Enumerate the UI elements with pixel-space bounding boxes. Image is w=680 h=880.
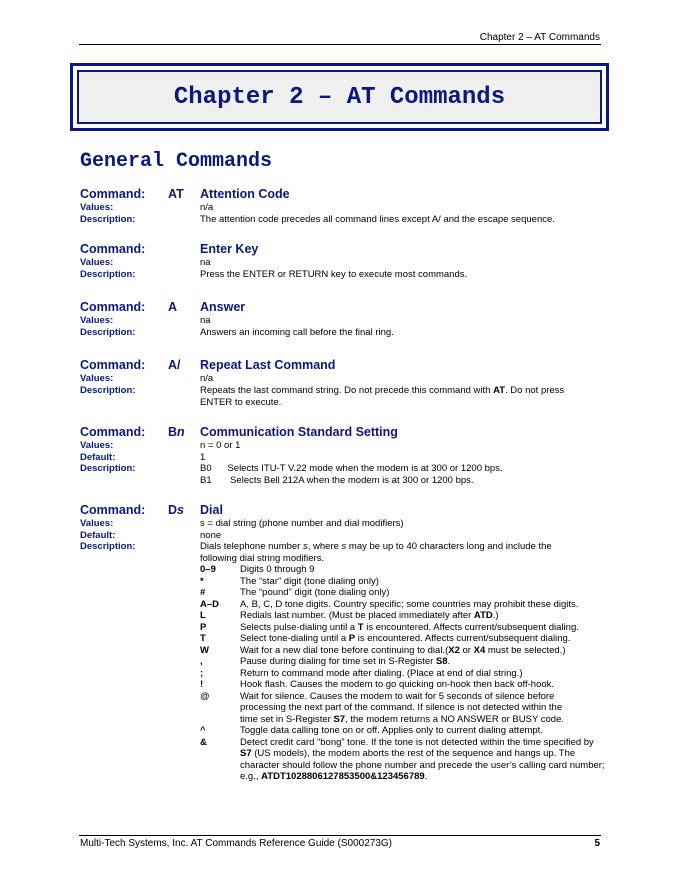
modifier-text: The “pound” digit (tone dialing only): [240, 587, 390, 598]
modifier-text: [240, 645, 605, 657]
modifier-text: [240, 656, 605, 668]
modifier-text-part: .: [424, 771, 428, 782]
command-name: Repeat Last Command: [200, 358, 336, 372]
values-label: Values:: [80, 257, 114, 268]
command-name: Dial: [200, 503, 223, 517]
modifier-item: [200, 679, 605, 691]
modifier-text: [240, 633, 605, 645]
modifier-text: [240, 691, 572, 726]
values-text: n = 0 or 1: [200, 440, 241, 451]
modifier-item: [200, 587, 605, 599]
running-header: Chapter 2 – AT Commands: [479, 32, 600, 43]
modifier-text: A, B, C, D tone digits. Country specific; some countries may prohibit these digits.: [240, 598, 579, 610]
values-text: na: [200, 315, 211, 326]
command-code-part: D: [168, 503, 178, 517]
description-label: Description:: [80, 269, 136, 280]
default-text: none: [200, 530, 222, 541]
modifier-key: *: [200, 575, 204, 587]
modifier-text-part: must be selected.): [485, 644, 566, 656]
description-part: may be up to 40 characters long and include the following dial string modifiers.: [200, 541, 552, 564]
values-label: Values:: [80, 440, 114, 451]
footer-rule: [79, 835, 601, 836]
description-text: The attention code precedes all command lines except A/ and the escape sequence.: [200, 214, 555, 225]
default-text: 1: [200, 452, 206, 463]
description-label: Description:: [80, 541, 136, 552]
section-title: General Commands: [80, 150, 273, 173]
option-b0: B0 Selects ITU-T V.22 mode when the modem is at 300 or 1200 bps.: [200, 463, 503, 474]
description-text: [200, 541, 580, 564]
modifier-key: L: [200, 610, 206, 621]
description-text: [200, 385, 590, 408]
modifier-text-part: Wait for silence. Causes the modem to wait for 5 seconds of silence before processing the next part of the command. If silence is not detected within the time set in S-Register: [240, 690, 563, 725]
description-label: Description:: [80, 327, 136, 338]
modifier-text-part: is encountered. Affects current/subsequent dialing.: [363, 621, 579, 633]
command-name: Communication Standard Setting: [200, 425, 398, 439]
description-label: Description:: [80, 463, 136, 474]
description-text: Press the ENTER or RETURN key to execute most commands.: [200, 269, 468, 280]
modifier-key: T: [200, 633, 206, 644]
modifier-text-part: or: [459, 644, 474, 656]
modifier-text-part: Selects pulse-dialing until a: [240, 621, 358, 633]
modifier-item: [200, 576, 605, 588]
modifier-text-part: Detect credit card “bong” tone. If the tone is not detected within the time specified by: [240, 736, 594, 748]
footer-text: Multi-Tech Systems, Inc. AT Commands Reference Guide (S000273G): [80, 838, 392, 849]
chapter-title: Chapter 2 – AT Commands: [173, 83, 506, 111]
command-name: Enter Key: [200, 242, 259, 256]
command-label: Command:: [80, 300, 146, 314]
modifier-item: [200, 645, 605, 657]
description-part: , where: [307, 541, 342, 552]
command-label: Command:: [80, 425, 146, 439]
modifier-item: [200, 737, 606, 783]
command-code: A/: [168, 358, 181, 372]
description-part: Repeats the last command string. Do not precede this command with: [200, 385, 494, 396]
modifier-key: W: [200, 644, 209, 656]
modifier-item: [200, 691, 572, 726]
modifier-key: ^: [200, 725, 206, 736]
description-part: Dials telephone number: [200, 541, 303, 552]
modifier-text: Toggle data calling tone on or off. Applies only to current dialing attempt.: [240, 725, 543, 736]
modifier-text-part: is encountered. Affects current/subsequent dialing.: [355, 633, 571, 644]
command-code: [168, 503, 184, 517]
modifier-key: P: [200, 621, 207, 633]
description-label: Description:: [80, 385, 136, 396]
values-text: s = dial string (phone number and dial modifiers): [200, 518, 404, 529]
modifier-item: [200, 633, 605, 645]
modifier-text-bold: T: [357, 621, 364, 633]
modifier-item: [200, 564, 605, 576]
modifier-text-part: Select tone-dialing until a: [240, 633, 349, 644]
modifier-text: [240, 737, 606, 783]
modifier-key: 0–9: [200, 564, 216, 575]
description-param: s: [341, 541, 347, 552]
modifier-text-bold: ATDT1028806127853500&123456789: [261, 771, 425, 782]
values-label: Values:: [80, 518, 114, 529]
modifier-text-part: Redials last number. (Must be placed immediately after: [240, 610, 474, 621]
command-label: Command:: [80, 358, 146, 372]
command-label: Command:: [80, 187, 146, 201]
command-code: A: [168, 300, 178, 314]
modifier-text-bold: S7: [333, 713, 346, 725]
modifier-key: @: [200, 690, 210, 702]
description-label: Description:: [80, 214, 136, 225]
modifier-text-part: .: [447, 656, 451, 667]
modifier-text: Digits 0 through 9: [240, 564, 315, 575]
values-label: Values:: [80, 202, 114, 213]
modifier-key: !: [200, 679, 204, 690]
chapter-banner-inner: [77, 70, 602, 124]
modifier-item: [200, 668, 605, 680]
modifier-item: [200, 656, 605, 668]
values-label: Values:: [80, 315, 114, 326]
modifier-text: [240, 610, 605, 622]
description-text: Answers an incoming call before the final ring.: [200, 327, 394, 338]
modifier-key: ,: [200, 656, 203, 667]
page-number: 5: [594, 838, 600, 849]
command-label: Command:: [80, 242, 146, 256]
modifier-text: Return to command mode after dialing. (Place at end of dial string.): [240, 667, 523, 679]
modifier-text-bold: X2: [448, 644, 460, 656]
command-code-part: B: [168, 425, 178, 439]
default-label: Default:: [80, 452, 116, 463]
description-part: . Do not press ENTER to execute.: [200, 385, 565, 408]
modifier-text-part: (US models), the modem aborts the rest of the sequence and hangs up. The character should follow the phone number and precede the user’s calling card number; e.g.,: [240, 748, 605, 782]
values-label: Values:: [80, 373, 114, 384]
chapter-banner: [70, 63, 609, 131]
modifier-text-part: Wait for a new dial tone before continuing to dial.(: [240, 644, 449, 656]
modifier-text-bold: S8: [435, 656, 448, 667]
modifier-item: [200, 622, 605, 634]
command-name: Attention Code: [200, 187, 290, 201]
modifier-text-bold: P: [348, 633, 356, 644]
modifier-text-part: .): [492, 610, 499, 621]
command-code: [168, 425, 185, 439]
default-label: Default:: [80, 530, 116, 541]
command-label: Command:: [80, 503, 146, 517]
modifier-key: #: [200, 587, 206, 598]
option-b1: B1 Selects Bell 212A when the modem is at 300 or 1200 bps.: [200, 475, 474, 486]
description-param: s: [302, 541, 308, 552]
modifier-key: &: [200, 736, 207, 748]
modifier-key: A–D: [200, 598, 220, 610]
values-text: na: [200, 257, 211, 268]
modifier-text-bold: S7: [240, 748, 252, 759]
modifier-text-part: Pause during dialing for time set in S-Register: [240, 656, 436, 667]
command-name: Answer: [200, 300, 246, 314]
header-rule: [79, 44, 601, 45]
modifier-item: [200, 610, 605, 622]
description-bold: AT: [493, 385, 506, 396]
command-code-param: n: [177, 425, 185, 439]
modifier-item: [200, 599, 605, 611]
modifier-text: [240, 622, 605, 634]
modifier-text-bold: X4: [473, 644, 486, 656]
modifier-text: Hook flash. Causes the modem to go quicking on-hook then back off-hook.: [240, 679, 555, 690]
modifier-text-part: , the modem returns a NO ANSWER or BUSY code.: [345, 713, 565, 725]
values-text: n/a: [200, 202, 214, 213]
values-text: n/a: [200, 373, 214, 384]
modifier-text: The “star” digit (tone dialing only): [240, 575, 379, 587]
modifier-text-bold: ATD: [473, 610, 493, 621]
command-code-param: s: [177, 503, 184, 517]
modifier-item: [200, 725, 605, 737]
modifier-key: ;: [200, 667, 204, 679]
command-code: AT: [168, 187, 184, 201]
